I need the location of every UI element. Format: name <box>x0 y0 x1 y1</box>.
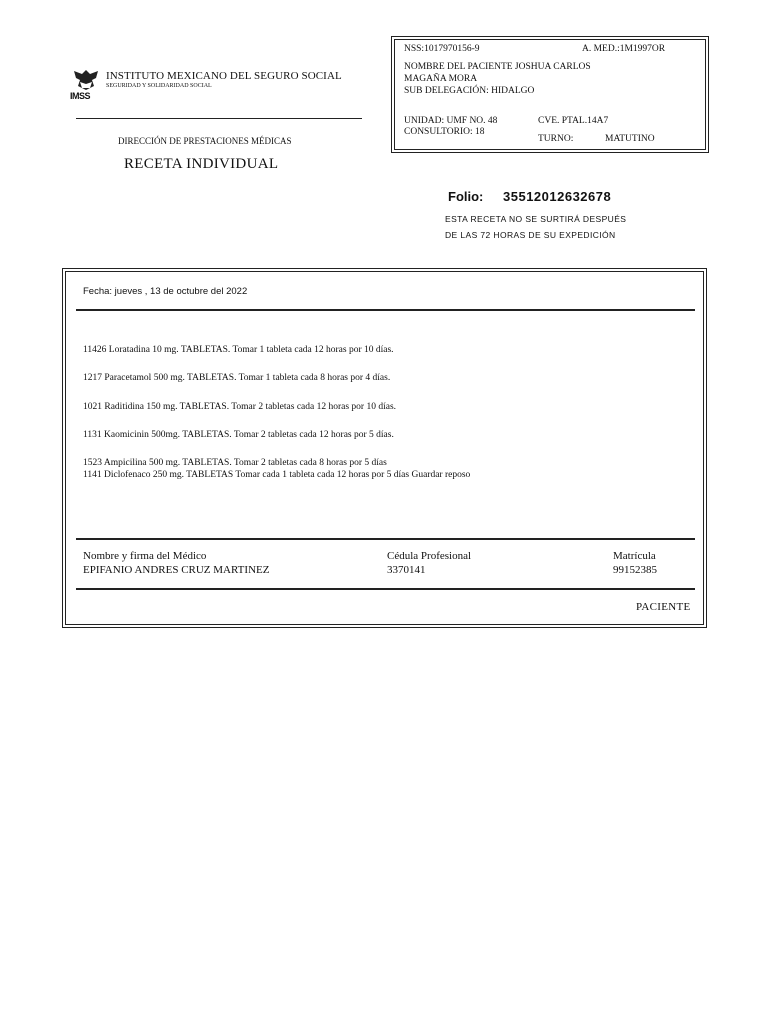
turno-label: TURNO: <box>538 134 574 144</box>
turno-value: MATUTINO <box>605 134 655 144</box>
header-divider <box>76 118 362 119</box>
copy-recipient-label: PACIENTE <box>636 601 691 613</box>
cedula-value: 3370141 <box>387 564 426 576</box>
doctor-name: EPIFANIO ANDRES CRUZ MARTINEZ <box>83 564 270 576</box>
logo-text: IMSS <box>70 91 91 101</box>
date-divider <box>76 309 695 311</box>
expiry-warning-line2: DE LAS 72 HORAS DE SU EXPEDICIÓN <box>445 230 616 240</box>
institution-name: INSTITUTO MEXICANO DEL SEGURO SOCIAL <box>106 70 342 82</box>
institution-subtitle: SEGURIDAD Y SOLIDARIDAD SOCIAL <box>106 83 212 89</box>
patient-name-line1: NOMBRE DEL PACIENTE JOSHUA CARLOS <box>404 62 591 72</box>
amed-field: A. MED.:1M1997OR <box>582 44 666 54</box>
direccion-label: DIRECCIÓN DE PRESTACIONES MÉDICAS <box>118 136 292 146</box>
cve-field: CVE. PTAL.14A7 <box>538 116 609 126</box>
subdelegacion-field: SUB DELEGACIÓN: HIDALGO <box>404 86 535 96</box>
medication-item: 1021 Raditidina 150 mg. TABLETAS. Tomar 2 tabletas cada 12 horas por 10 días. <box>83 402 397 412</box>
medication-item: 11426 Loratadina 10 mg. TABLETAS. Tomar 1 tableta cada 12 horas por 10 días. <box>83 345 394 355</box>
medication-item: 1217 Paracetamol 500 mg. TABLETAS. Tomar 1 tableta cada 8 horas por 4 días. <box>83 373 391 383</box>
unidad-field: UNIDAD: UMF NO. 48 <box>404 116 498 126</box>
matricula-label: Matrícula <box>613 550 656 562</box>
page-title: RECETA INDIVIDUAL <box>124 156 279 172</box>
expiry-warning-line1: ESTA RECETA NO SE SURTIRÁ DESPUÉS <box>445 214 627 224</box>
patient-name-line2: MAGAÑA MORA <box>404 74 478 84</box>
consultorio-field: CONSULTORIO: 18 <box>404 127 485 137</box>
signature-bottom-divider <box>76 588 695 590</box>
medication-item: 1141 Diclofenaco 250 mg. TABLETAS Tomar cada 1 tableta cada 12 horas por 5 días Guardar reposo <box>83 470 471 480</box>
doctor-name-label: Nombre y firma del Médico <box>83 550 207 562</box>
prescription-date: Fecha: jueves , 13 de octubre del 2022 <box>83 286 248 297</box>
medication-item: 1131 Kaomicinin 500mg. TABLETAS. Tomar 2 tabletas cada 12 horas por 5 días. <box>83 430 394 440</box>
imss-logo <box>70 68 102 104</box>
cedula-label: Cédula Profesional <box>387 550 472 562</box>
folio-label: Folio: <box>448 189 484 204</box>
folio-value: 35512012632678 <box>503 189 612 204</box>
medication-item: 1523 Ampicilina 500 mg. TABLETAS. Tomar 2 tabletas cada 8 horas por 5 días <box>83 458 387 468</box>
nss-field: NSS:1017970156-9 <box>404 44 480 54</box>
matricula-value: 99152385 <box>613 564 657 576</box>
signature-top-divider <box>76 538 695 540</box>
